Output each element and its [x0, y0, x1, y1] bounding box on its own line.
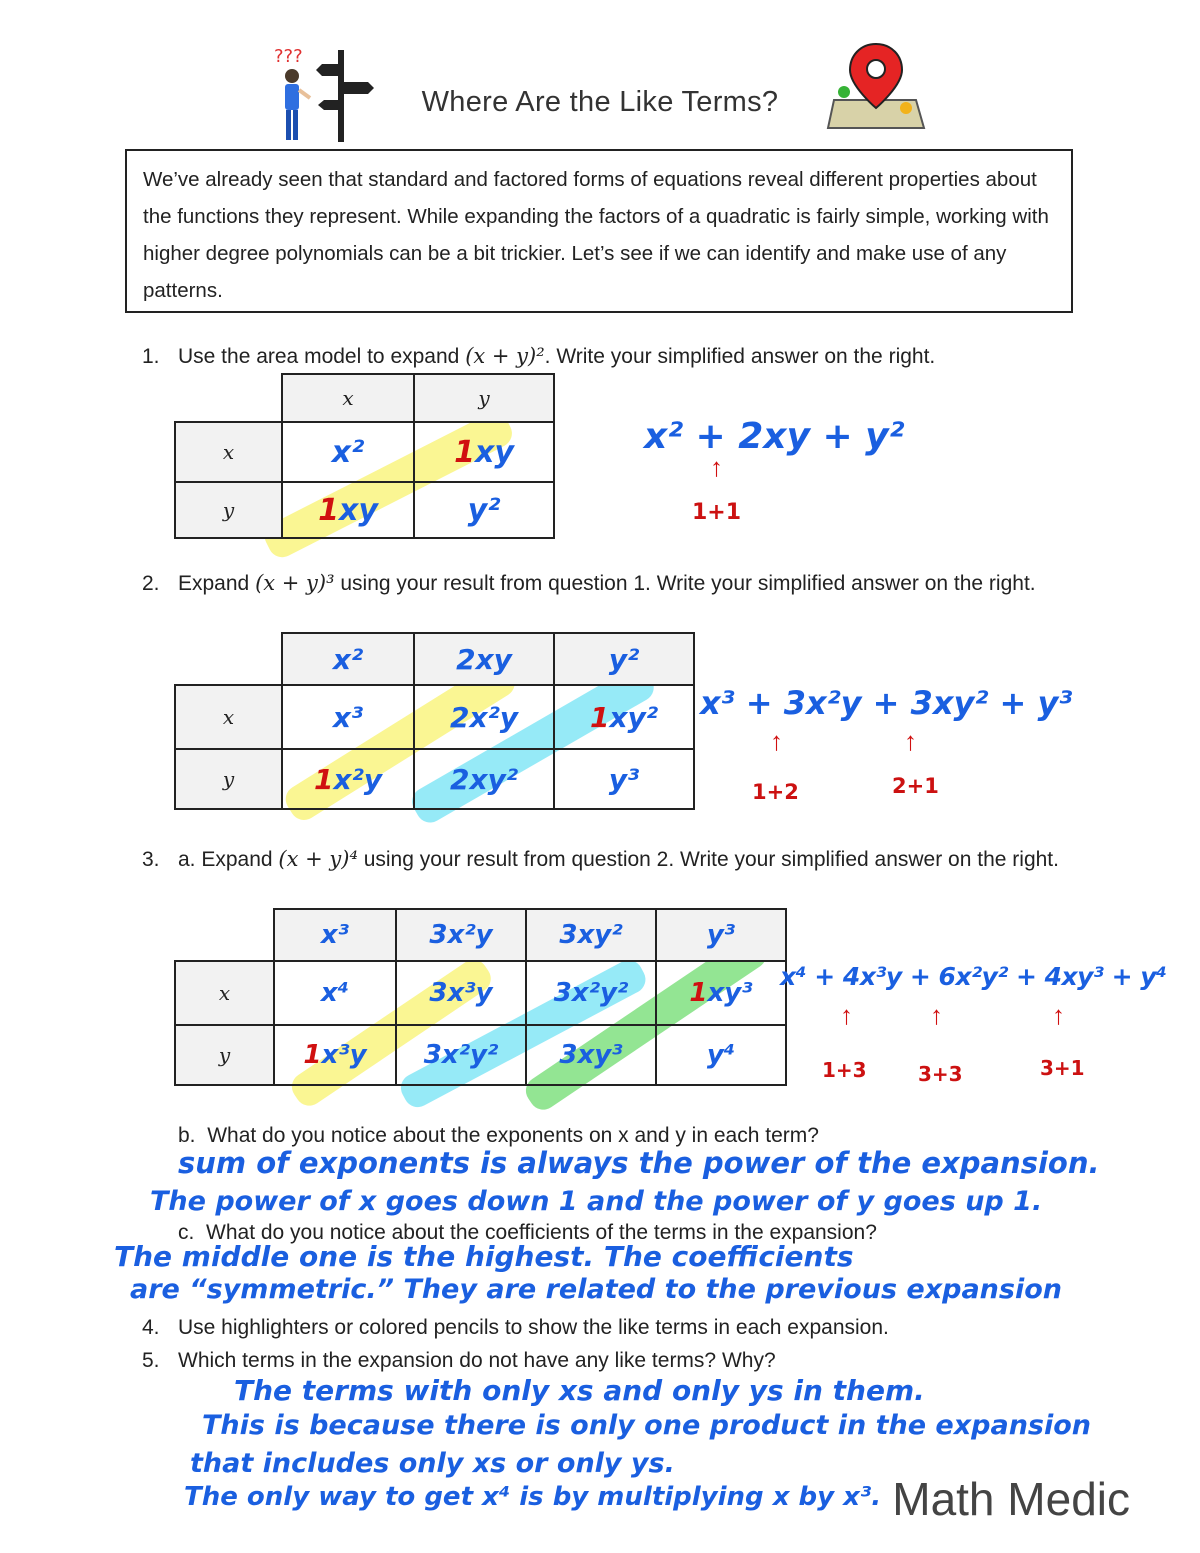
- area-cell: 2xy²: [414, 749, 554, 809]
- coefficient-one: 1: [303, 1040, 322, 1070]
- row-header: y: [175, 1025, 274, 1085]
- arrow-up-icon: ↑: [930, 1000, 943, 1030]
- col-header: y³: [656, 909, 786, 961]
- col-header: y²: [554, 633, 694, 685]
- area-model-q2: [174, 632, 695, 810]
- handwritten-answer: The terms with only xs and only ys in them.: [234, 1374, 925, 1407]
- row-header: y: [175, 749, 282, 809]
- question-number: 2.: [142, 572, 160, 595]
- handwritten-answer: The middle one is the highest. The coefficients: [114, 1240, 854, 1273]
- handwritten-answer: The only way to get x⁴ is by multiplying x by x³.: [184, 1482, 882, 1512]
- question-text: Expand: [178, 572, 256, 595]
- handwritten-answer: sum of exponents is always the power of the expansion.: [178, 1146, 1100, 1180]
- question-number: 3.: [142, 848, 160, 871]
- handwritten-answer: are “symmetric.” They are related to the previous expansion: [130, 1274, 1063, 1305]
- handwritten-note: 3+1: [1040, 1056, 1085, 1080]
- row-header: x: [175, 685, 282, 749]
- question-text: Use the area model to expand: [178, 345, 466, 368]
- area-cell: 1xy: [414, 422, 554, 482]
- question-5: [142, 1345, 776, 1376]
- handwritten-note: 2+1: [892, 774, 939, 798]
- row-header: y: [175, 482, 282, 538]
- col-header: y: [414, 374, 554, 422]
- col-header: x²: [282, 633, 414, 685]
- math-expression: (x + y)²: [465, 344, 545, 368]
- question-1: [142, 341, 935, 372]
- area-cell: 3x²y²: [396, 1025, 526, 1085]
- row-header: x: [175, 422, 282, 482]
- area-cell: 3xy³: [526, 1025, 656, 1085]
- col-header: 3xy²: [526, 909, 656, 961]
- question-marks: ???: [274, 46, 303, 67]
- coefficient-one: 1: [589, 700, 610, 734]
- handwritten-note: 1+1: [692, 500, 742, 525]
- handwritten-note: 1+3: [822, 1058, 867, 1082]
- arrow-up-icon: ↑: [1052, 1000, 1065, 1030]
- area-cell: x³: [282, 685, 414, 749]
- sub-label: b.: [178, 1124, 196, 1147]
- handwritten-answer: x³ + 3x²y + 3xy² + y³: [700, 684, 1073, 722]
- coefficient-one: 1: [689, 978, 708, 1008]
- area-cell: y²: [414, 482, 554, 538]
- handwritten-answer: that includes only xs or only ys.: [190, 1448, 675, 1479]
- map-pin-illustration: [826, 40, 926, 132]
- question-text: a. Expand: [178, 848, 279, 871]
- handwritten-answer: x² + 2xy + y²: [644, 416, 905, 457]
- question-number: 1.: [142, 345, 160, 368]
- question-text: . Write your simplified answer on the right.: [544, 345, 936, 368]
- arrow-up-icon: ↑: [710, 452, 723, 482]
- area-cell: 3x³y: [396, 961, 526, 1025]
- area-cell: 1xy: [282, 482, 414, 538]
- area-cell: 1xy³: [656, 961, 786, 1025]
- question-text: using your result from question 2. Write your simplified answer on the right.: [357, 848, 1059, 871]
- col-header: x: [282, 374, 414, 422]
- question-text: using your result from question 1. Write your simplified answer on the right.: [334, 572, 1036, 595]
- question-4: [142, 1312, 889, 1343]
- col-header: x³: [274, 909, 396, 961]
- col-header: 2xy: [414, 633, 554, 685]
- area-cell: 3x²y²: [526, 961, 656, 1025]
- handwritten-note: 3+3: [918, 1062, 963, 1086]
- col-header: 3x²y: [396, 909, 526, 961]
- question-text: What do you notice about the coefficients of the terms in the expansion?: [206, 1221, 877, 1244]
- handwritten-answer: x⁴ + 4x³y + 6x²y² + 4xy³ + y⁴: [780, 962, 1167, 991]
- coefficient-one: 1: [318, 492, 339, 528]
- arrow-up-icon: ↑: [770, 726, 783, 756]
- question-text: Use highlighters or colored pencils to show the like terms in each expansion.: [178, 1316, 889, 1339]
- coefficient-one: 1: [454, 434, 475, 470]
- arrow-up-icon: ↑: [904, 726, 917, 756]
- area-cell: x²: [282, 422, 414, 482]
- area-cell: 1x²y: [282, 749, 414, 809]
- row-header: x: [175, 961, 274, 1025]
- area-cell: x⁴: [274, 961, 396, 1025]
- question-number: 4.: [142, 1316, 160, 1339]
- question-2: [142, 568, 1092, 599]
- math-expression: (x + y)⁴: [278, 847, 358, 871]
- area-cell: 1xy²: [554, 685, 694, 749]
- area-cell: y⁴: [656, 1025, 786, 1085]
- coefficient-one: 1: [313, 762, 334, 796]
- handwritten-note: 1+2: [752, 780, 799, 804]
- area-cell: 1x³y: [274, 1025, 396, 1085]
- arrow-up-icon: ↑: [840, 1000, 853, 1030]
- math-medic-logo: Math Medic: [892, 1473, 1130, 1525]
- math-expression: (x + y)³: [255, 571, 335, 595]
- handwritten-answer: The power of x goes down 1 and the power of y goes up 1.: [150, 1186, 1043, 1217]
- handwritten-answer: This is because there is only one product in the expansion: [202, 1410, 1092, 1441]
- area-model-q3: [174, 908, 787, 1086]
- area-model-q1: [174, 373, 555, 539]
- intro-box: We’ve already seen that standard and factored forms of equations reveal different properties about the functions they represent. While expanding the factors of a quadratic is fairly simple, working with higher degree polynomials can be a bit trickier. Let’s see if we can identify and make use of any patterns.: [125, 149, 1073, 313]
- question-text: What do you notice about the exponents on x and y in each term?: [207, 1124, 819, 1147]
- question-3: [142, 844, 1092, 875]
- area-cell: 2x²y: [414, 685, 554, 749]
- area-cell: y³: [554, 749, 694, 809]
- question-number: 5.: [142, 1349, 160, 1372]
- question-text: Which terms in the expansion do not have any like terms? Why?: [178, 1349, 776, 1372]
- sub-label: c.: [178, 1221, 195, 1244]
- page-title: Where Are the Like Terms?: [421, 86, 779, 118]
